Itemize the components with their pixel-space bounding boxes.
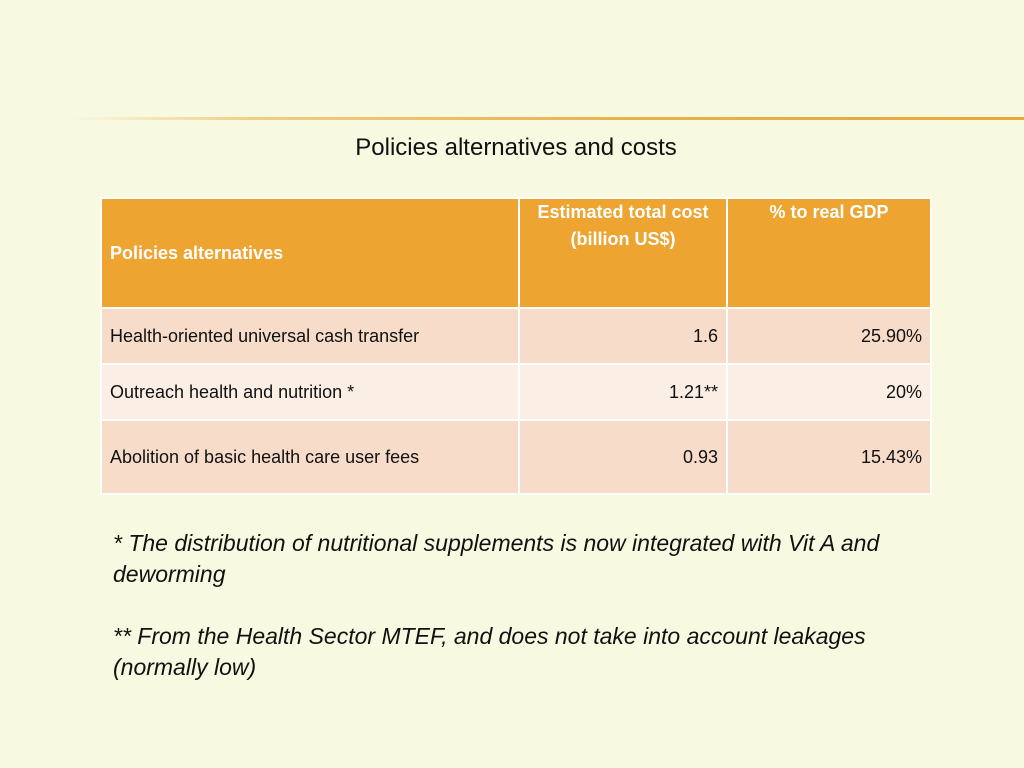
footnote-mtef: ** From the Health Sector MTEF, and does not take into account leakages (normally low): [113, 623, 866, 680]
header-percent-real-gdp: % to real GDP: [727, 198, 931, 308]
slide-title: Policies alternatives and costs: [355, 134, 677, 161]
table-header-row: [101, 198, 931, 308]
header-cost-unit: (billion US$): [570, 229, 676, 249]
gdp-cell: 20%: [727, 364, 931, 420]
gdp-cell: 25.90%: [727, 308, 931, 364]
title-divider-line: [70, 117, 1024, 120]
cost-cell: 1.21**: [519, 364, 727, 420]
policy-cell: Health-oriented universal cash transfer: [101, 308, 519, 364]
footnotes: [113, 528, 933, 714]
policy-cell: Outreach health and nutrition *: [101, 364, 519, 420]
table-row: [101, 308, 931, 364]
header-policies-alternatives: Policies alternatives: [101, 198, 519, 308]
header-cost-label: Estimated total cost: [537, 202, 709, 222]
cost-cell: 0.93: [519, 420, 727, 494]
header-estimated-total-cost: [519, 198, 727, 308]
table-row: [101, 364, 931, 420]
cost-cell: 1.6: [519, 308, 727, 364]
policy-cell: Abolition of basic health care user fees: [101, 420, 519, 494]
footnote-nutrition: * The distribution of nutritional supplements is now integrated with Vit A and deworming: [113, 530, 880, 587]
table-row: [101, 420, 931, 494]
policies-table: [100, 197, 932, 495]
gdp-cell: 15.43%: [727, 420, 931, 494]
